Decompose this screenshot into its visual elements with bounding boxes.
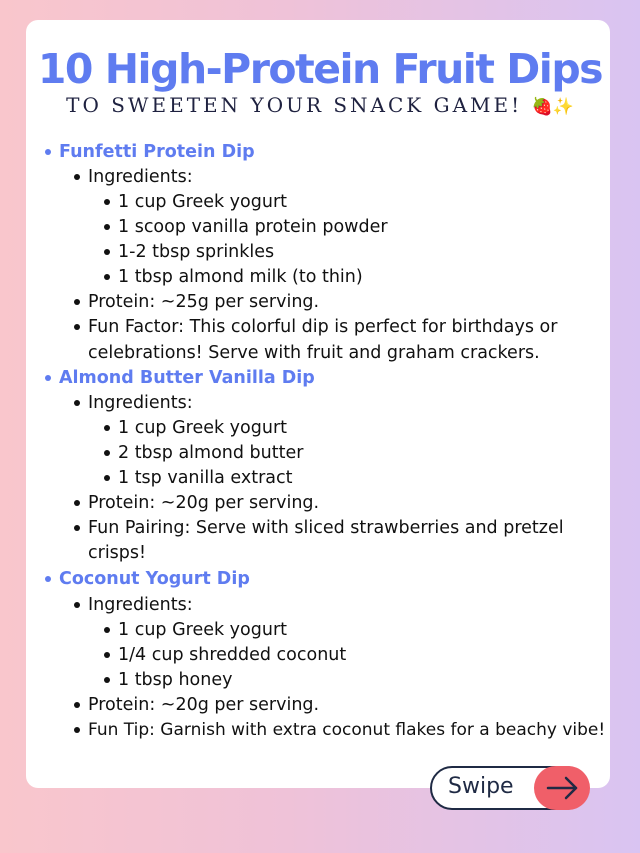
ingredient-text: 1 scoop vanilla protein powder [118,217,388,237]
extra-text: Fun Factor: This colorful dip is perfect for birthdays or [88,317,558,337]
bullet-icon [74,500,80,506]
ingredient-item [118,416,287,440]
list-item [88,391,193,415]
page-title: 10 High-Protein Fruit Dips [37,45,603,93]
bullet-icon [104,677,110,683]
bullet-icon [74,727,80,733]
ingredients-label: Ingredients: [88,595,193,615]
bullet-icon [74,602,80,608]
bullet-icon [45,576,51,582]
list-item [88,593,193,617]
bullet-icon [104,224,110,230]
protein-item [88,290,319,314]
extra-item [88,315,557,339]
ingredient-item [118,618,287,642]
bullet-icon [104,450,110,456]
ingredient-text: 1 tbsp almond milk (to thin) [118,267,363,287]
ingredient-item [118,668,232,692]
dip-heading [59,567,250,591]
protein-item [88,491,319,515]
dip-heading [59,140,255,164]
subtitle-text: TO SWEETEN YOUR SNACK GAME! [66,93,523,117]
arrow-right-svg [534,766,590,810]
ingredient-item [118,643,346,667]
arrow-right-icon[interactable] [534,766,590,810]
ingredient-item [118,441,303,465]
protein-item [88,693,319,717]
bullet-icon [74,324,80,330]
ingredient-text: 1 cup Greek yogurt [118,192,288,212]
bullet-icon [104,274,110,280]
ingredient-text: 1 tbsp honey [118,670,233,690]
bullet-icon [104,475,110,481]
protein-text: Protein: ~20g per serving. [88,493,320,513]
bullet-icon [104,627,110,633]
bullet-icon [74,525,80,531]
extra-text-continued: crisps! [88,543,147,563]
dip-name: Coconut Yogurt Dip [59,569,250,589]
bullet-icon [104,425,110,431]
ingredient-item [118,190,287,214]
bullet-icon [104,199,110,205]
swipe-label: Swipe [448,774,514,799]
ingredients-label: Ingredients: [88,167,193,187]
ingredient-item [118,466,292,490]
ingredient-text: 1/4 cup shredded coconut [118,645,347,665]
ingredient-item [118,265,363,289]
ingredient-text: 1 cup Greek yogurt [118,620,288,640]
extra-text-continued: celebrations! Serve with fruit and graham crackers. [88,343,540,363]
bullet-icon [74,299,80,305]
bullet-icon [45,149,51,155]
dip-name: Almond Butter Vanilla Dip [59,368,315,388]
bullet-icon [74,174,80,180]
extra-text: Fun Tip: Garnish with extra coconut flakes for a beachy vibe! [88,720,606,740]
ingredient-item [118,215,388,239]
strawberry-sparkles-icon: 🍓✨ [531,97,574,117]
bullet-icon [104,652,110,658]
bullet-icon [74,702,80,708]
ingredient-item [118,240,274,264]
extra-item [88,718,605,742]
bullet-icon [104,249,110,255]
ingredients-label: Ingredients: [88,393,193,413]
list-item [88,165,193,189]
protein-text: Protein: ~20g per serving. [88,695,320,715]
ingredient-text: 2 tbsp almond butter [118,443,304,463]
dip-heading [59,366,315,390]
swipe-button[interactable] [430,766,588,810]
extra-item [88,516,564,540]
bullet-icon [45,375,51,381]
ingredient-text: 1 tsp vanilla extract [118,468,293,488]
ingredient-text: 1 cup Greek yogurt [118,418,288,438]
ingredient-text: 1-2 tbsp sprinkles [118,242,275,262]
protein-text: Protein: ~25g per serving. [88,292,320,312]
dip-name: Funfetti Protein Dip [59,142,255,162]
bullet-icon [74,400,80,406]
extra-text: Fun Pairing: Serve with sliced strawberries and pretzel [88,518,564,538]
